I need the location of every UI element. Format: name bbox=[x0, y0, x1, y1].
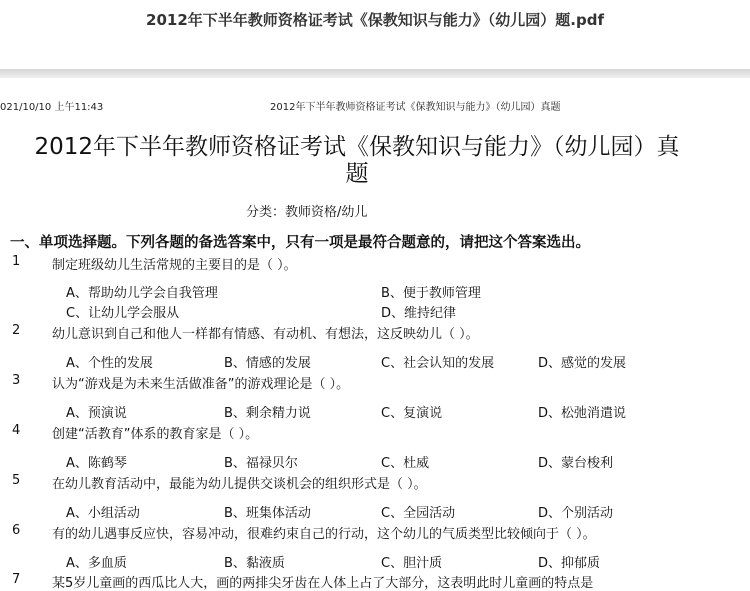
question-text: 某5岁儿童画的西瓜比人大，画的两排尖牙齿在人体上占了大部分，这表明此时儿童画的特点是 bbox=[52, 576, 594, 591]
question-number: 3 bbox=[12, 373, 21, 388]
option-b: B、福禄贝尔 bbox=[224, 456, 298, 471]
option-a: A、帮助幼儿学会自我管理 bbox=[66, 286, 218, 301]
option-c: C、复演说 bbox=[381, 406, 443, 421]
question-number: 5 bbox=[12, 473, 21, 488]
question-text: 在幼儿教育活动中，最能为幼儿提供交谈机会的组织形式是（ ）。 bbox=[52, 477, 427, 492]
question-text: 创建“活教育”体系的教育家是（ ）。 bbox=[52, 427, 259, 442]
option-c: C、杜威 bbox=[381, 456, 430, 471]
option-b: B、剩余精力说 bbox=[224, 406, 311, 421]
pdf-page bbox=[0, 78, 750, 590]
option-c: C、胆汁质 bbox=[381, 556, 443, 571]
option-d: D、感觉的发展 bbox=[538, 356, 627, 371]
option-a: A、预演说 bbox=[66, 406, 127, 421]
option-b: B、便于教师管理 bbox=[381, 286, 481, 301]
question-number: 7 bbox=[12, 572, 21, 587]
question-number: 1 bbox=[12, 254, 21, 269]
option-c: C、社会认知的发展 bbox=[381, 356, 495, 371]
option-d: D、松弛消遣说 bbox=[538, 406, 627, 421]
option-d: D、抑郁质 bbox=[538, 556, 601, 571]
question-text: 制定班级幼儿生活常规的主要目的是（ ）。 bbox=[52, 258, 297, 273]
question-text: 有的幼儿遇事反应快，容易冲动，很难约束自己的行动，这个幼儿的气质类型比较倾向于（ ）。 bbox=[52, 527, 596, 542]
option-c: C、全园活动 bbox=[381, 506, 456, 521]
option-b: B、班集体活动 bbox=[224, 506, 311, 521]
document-title-line2: 题 bbox=[345, 161, 369, 187]
file-name: 2012年下半年教师资格证考试《保教知识与能力》（幼儿园）题.pdf bbox=[146, 11, 604, 29]
question-text: 认为“游戏是为未来生活做准备”的游戏理论是（ ）。 bbox=[52, 377, 350, 392]
print-date: 021/10/10 上午11:43 bbox=[0, 102, 104, 113]
option-a: A、小组活动 bbox=[66, 506, 140, 521]
option-c: C、让幼儿学会服从 bbox=[66, 306, 180, 321]
viewer-titlebar bbox=[0, 0, 750, 72]
toolbar-divider bbox=[0, 69, 750, 78]
section-heading: 一、单项选择题。下列各题的备选答案中，只有一项是最符合题意的，请把这个答案选出。 bbox=[10, 235, 590, 251]
option-a: A、陈鹤琴 bbox=[66, 456, 127, 471]
option-d: D、维持纪律 bbox=[381, 306, 457, 321]
option-d: D、个别活动 bbox=[538, 506, 614, 521]
category-label: 分类：教师资格/幼儿 bbox=[246, 205, 368, 220]
option-b: B、情感的发展 bbox=[224, 356, 311, 371]
document-title bbox=[0, 134, 714, 188]
option-a: A、多血质 bbox=[66, 556, 127, 571]
question-text: 幼儿意识到自己和他人一样都有情感、有动机、有想法，这反映幼儿（ ）。 bbox=[52, 327, 479, 342]
print-header-title: 2012年下半年教师资格证考试《保教知识与能力》（幼儿园）真题 bbox=[270, 102, 561, 113]
question-number: 4 bbox=[12, 423, 21, 438]
question-number: 6 bbox=[12, 523, 21, 538]
option-a: A、个性的发展 bbox=[66, 356, 153, 371]
question-number: 2 bbox=[12, 323, 21, 338]
option-d: D、蒙台梭利 bbox=[538, 456, 614, 471]
document-title-line1: 2012年下半年教师资格证考试《保教知识与能力》（幼儿园）真 bbox=[34, 134, 680, 160]
option-b: B、黏液质 bbox=[224, 556, 285, 571]
